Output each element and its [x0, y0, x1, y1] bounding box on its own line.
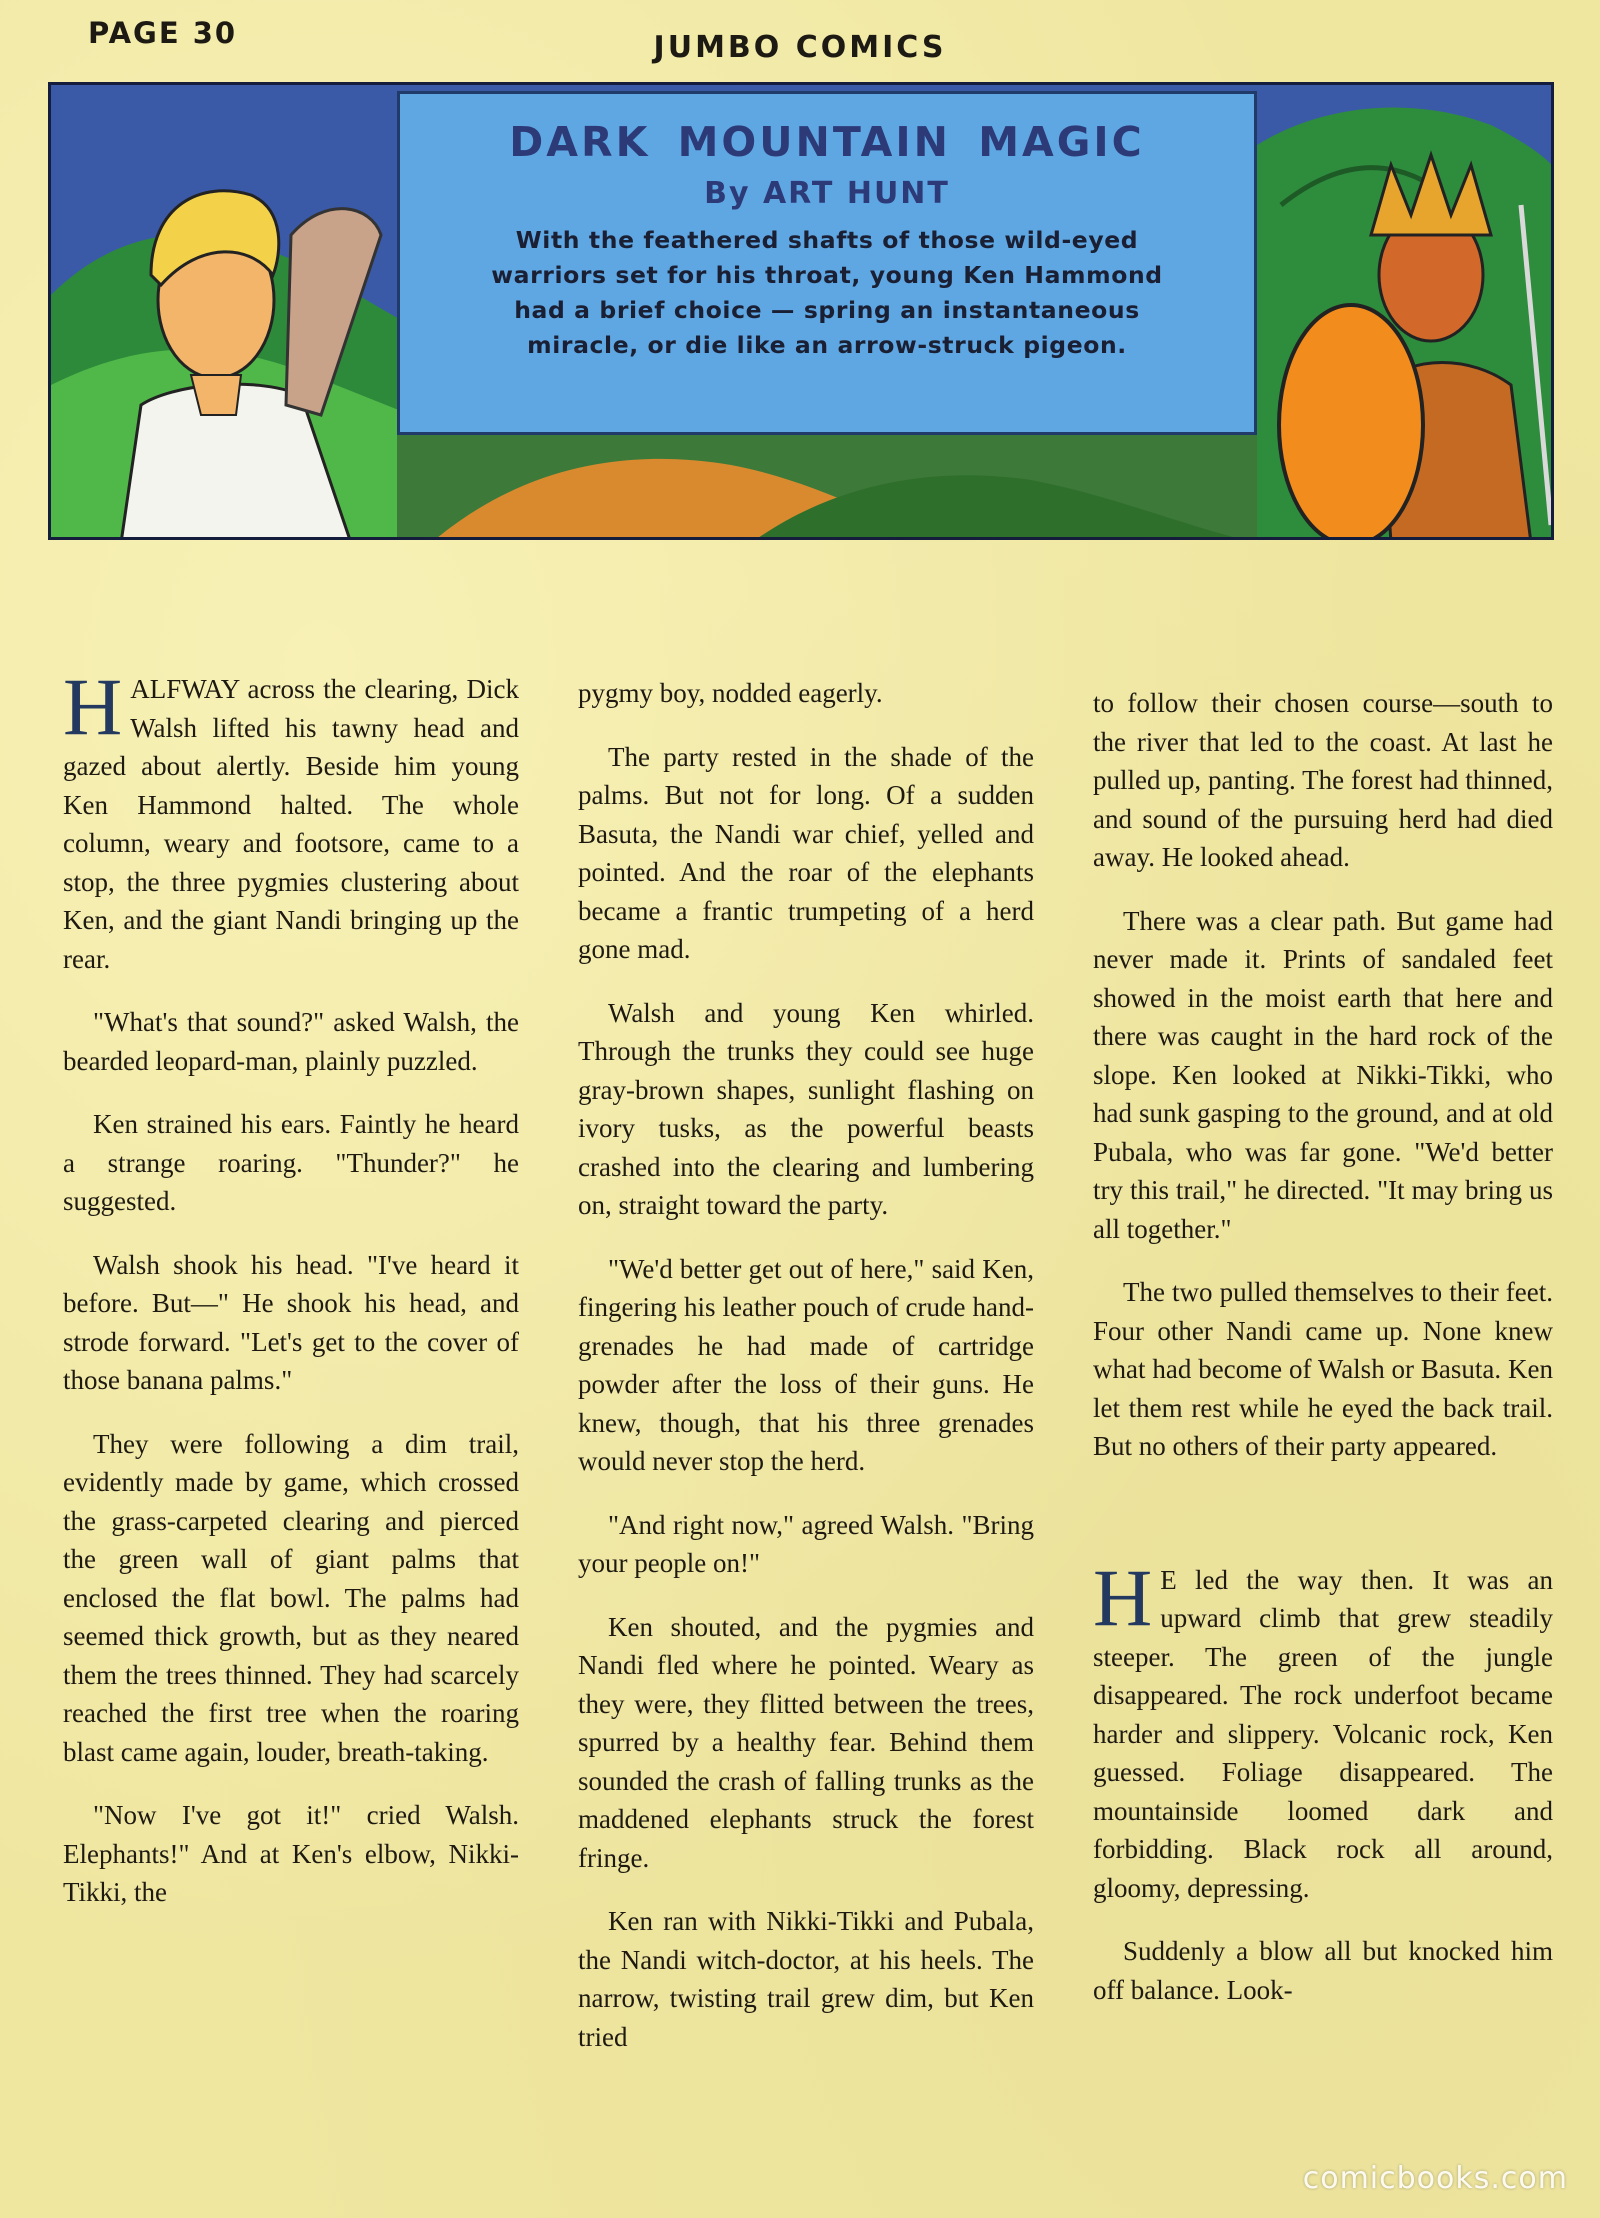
paragraph: H E led the way then. It was an upward climb that grew steadily steeper. The green of the jungle disappeared. The rock underfoot became harder and slippery. Volcanic rock, Ken guessed. Foliage disappeared. The mountainside loomed dark and forbidding. Black rock all around, gloomy, depressing. [1093, 1551, 1553, 1903]
paragraph: "Now I've got it!" cried Walsh. Elephants!" And at Ken's elbow, Nikki-Tikki, the [63, 1800, 519, 1907]
text-column-3 [1093, 684, 1553, 2034]
paragraph: Walsh and young Ken whirled. Through the trunks they could see huge gray-brown shapes, sunlight flashing on ivory tusks, as the powerful beasts crashed into the clearing and lumbering on, straight toward the party. [578, 997, 1034, 1220]
paragraph: "We'd better get out of here," said Ken, fingering his leather pouch of crude hand-grenades he had made of cartridge powder after the loss of their guns. He knew, though, that his three grenades would never stop the herd. [578, 1253, 1034, 1476]
paragraph: There was a clear path. But game had never made it. Prints of sandaled feet showed in the moist earth that here and there was caught in the hard rock of the slope. Ken looked at Nikki-Tikki, who had sunk gasping to the ground, and at old Pubala, who was far gone. "We'd better try this trail," he directed. "It may bring us all together." [1093, 905, 1553, 1244]
magazine-title: JUMBO COMICS [653, 30, 947, 65]
section-break [1093, 1491, 1553, 1561]
text-column-1 [63, 661, 519, 1937]
watermark: comicbooks.com [1302, 2161, 1568, 2196]
paragraph: Walsh shook his head. "I've heard it before. But—" He shook his head, and strode forward. "Let's get to the cover of those banana palms." [63, 1249, 519, 1395]
title-banner-illustration [48, 82, 1554, 540]
paragraph: Ken strained his ears. Faintly he heard a strange roaring. "Thunder?" he suggested. [63, 1109, 519, 1216]
paragraph: "And right now," agreed Walsh. "Bring your people on!" [578, 1509, 1034, 1578]
story-blurb: With the feathered shafts of those wild-eyed warriors set for his throat, young Ken Hammond had a brief choice — spring an instantaneous miracle, or die like an arrow-struck pigeon. [491, 226, 1163, 359]
page-number: PAGE 30 [88, 16, 238, 50]
text-column-2 [578, 674, 1034, 2081]
drop-cap: H [63, 661, 123, 752]
paragraph: Ken ran with Nikki-Tikki and Pubala, the Nandi witch-doctor, at his heels. The narrow, twisting trail grew dim, but Ken tried [578, 1906, 1034, 2052]
paragraph: HALFWAY across the clearing, Dick Walsh lifted his tawny head and gazed about alertly. Beside him young Ken Hammond halted. The whole column, weary and footsore, came to a stop, the three pygmies clustering about Ken, and the giant Nandi bringing up the rear. [63, 661, 519, 974]
story-title: DARK MOUNTAIN MAGIC [509, 118, 1145, 166]
drop-cap: H [1093, 1551, 1153, 1643]
paragraph: Ken shouted, and the pygmies and Nandi fled where he pointed. Weary as they were, they flitted between the trees, spurred by a healthy fear. Behind them sounded the crash of falling trunks as the maddened elephants struck the forest fringe. [578, 1611, 1034, 1873]
paragraph: The party rested in the shade of the palms. But not for long. Of a sudden Basuta, the Nandi war chief, yelled and pointed. And the roar of the elephants became a frantic trumpeting of a herd gone mad. [578, 741, 1034, 964]
shield [1279, 305, 1423, 540]
paragraph: The two pulled themselves to their feet. Four other Nandi came up. None knew what had become of Walsh or Basuta. Ken let them rest while he eyed the back trail. But no others of their party appeared. [1093, 1277, 1553, 1461]
paragraph: "What's that sound?" asked Walsh, the bearded leopard-man, plainly puzzled. [63, 1007, 519, 1076]
paragraph: They were following a dim trail, evidently made by game, which crossed the grass-carpeted clearing and pierced the green wall of giant palms that enclosed the flat bowl. The palms had seemed thick growth, but as they neared them the trees thinned. They had scarcely reached the first tree when the roaring blast came again, louder, breath-taking. [63, 1428, 519, 1767]
paragraph: to follow their chosen course—south to the river that led to the coast. At last he pulled up, panting. The forest had thinned, and sound of the pursuing herd had died away. He looked ahead. [1093, 688, 1553, 872]
story-byline: By ART HUNT [704, 176, 950, 211]
title-panel [397, 91, 1257, 435]
paragraph: pygmy boy, nodded eagerly. [578, 678, 883, 708]
paragraph: Suddenly a blow all but knocked him off balance. Look- [1093, 1936, 1553, 2005]
